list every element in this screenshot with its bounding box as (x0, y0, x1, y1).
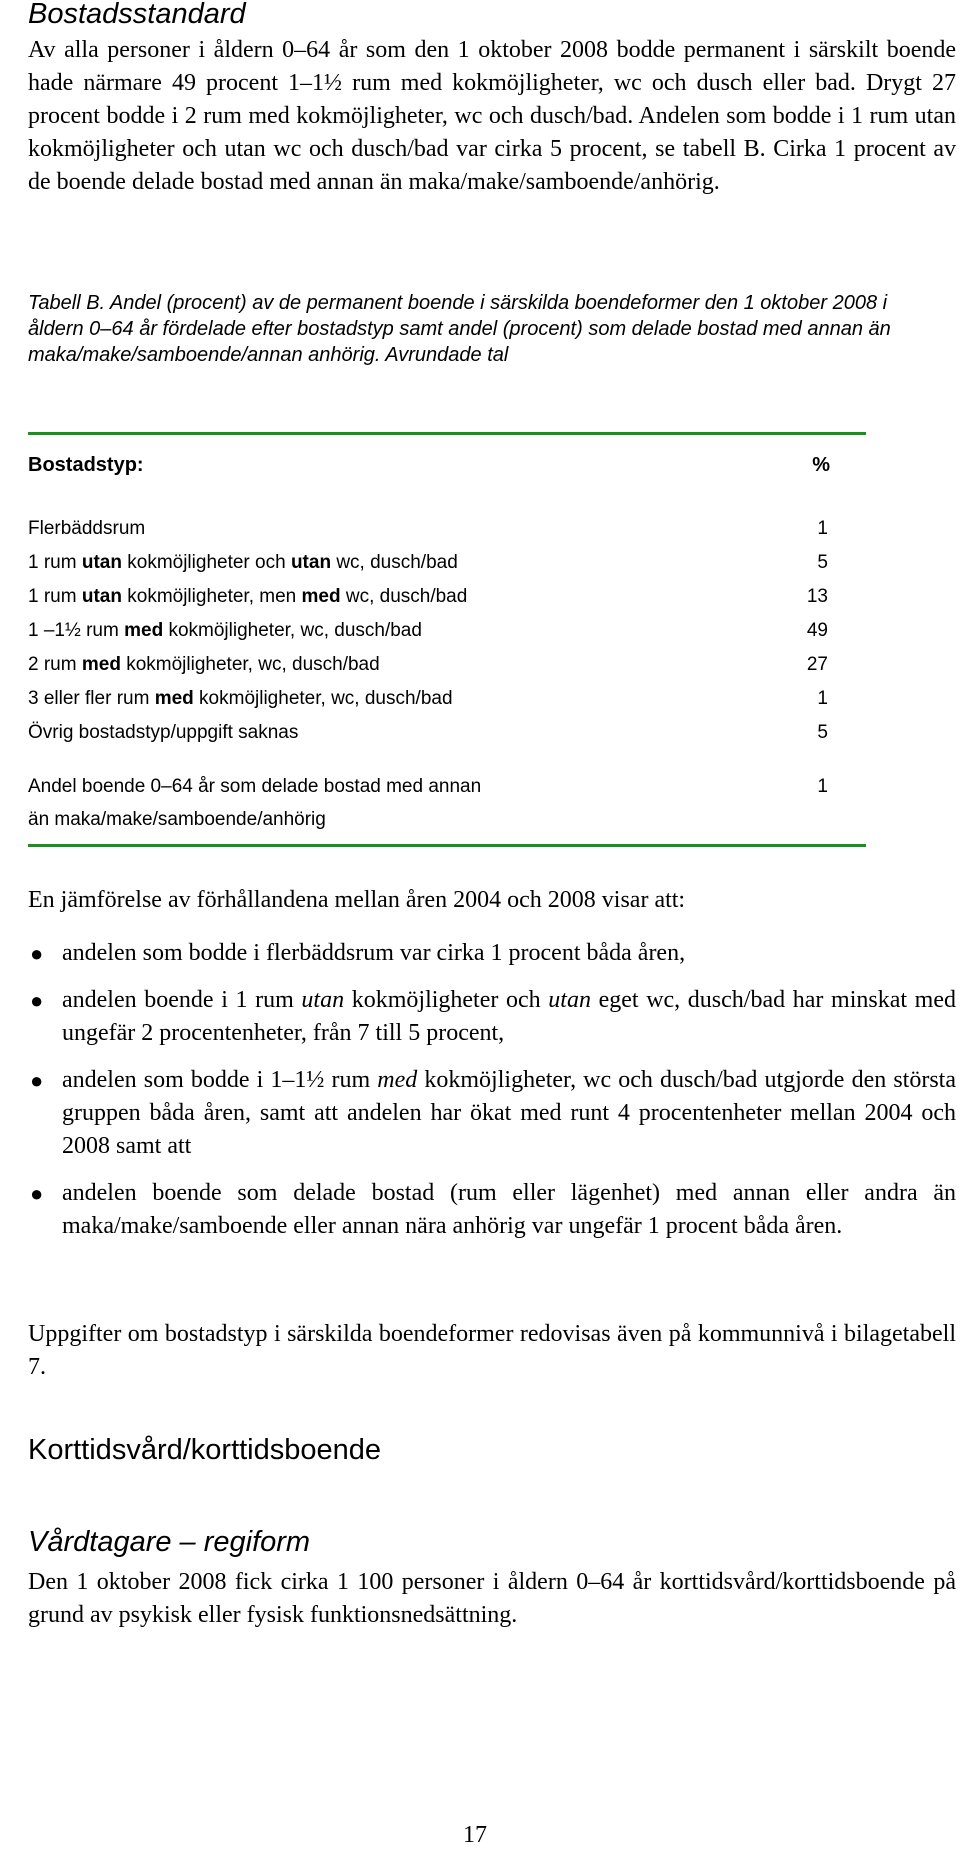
page-number: 17 (463, 1822, 487, 1848)
row-value: 5 (817, 552, 828, 573)
table-top-rule (28, 432, 866, 435)
row-label: 1 rum utan kokmöjligheter och utan wc, dusch/bad (28, 552, 458, 573)
table-footer-row (28, 770, 828, 836)
intro-paragraph: Av alla personer i åldern 0–64 år som den 1 oktober 2008 bodde permanent i särskilt boende hade närmare 49 procent 1–1½ rum med kokmöjligheter, wc och dusch eller bad. Drygt 27 procent bodde i 2 rum med kokmöjligheter, wc och dusch/bad. Andelen som bodde i 1 rum utan kokmöjligheter och utan wc och dusch/bad var cirka 5 procent, se tabell B. Cirka 1 procent av de boende delade bostad med annan än maka/make/samboende/anhörig. (28, 37, 956, 195)
short-term-paragraph: Den 1 oktober 2008 fick cirka 1 100 personer i åldern 0–64 år korttidsvård/korttidsboende på grund av psykisk eller fysisk funktionsnedsättning. (28, 1569, 956, 1628)
table-row (28, 580, 828, 614)
appendix-paragraph: Uppgifter om bostadstyp i särskilda boendeformer redovisas även på kommunnivå i bilagetabell 7. (28, 1321, 956, 1380)
list-item: ● andelen som bodde i flerbäddsrum var cirka 1 procent båda åren, (28, 937, 956, 970)
comparison-list (28, 937, 956, 1257)
footer-value: 1 (817, 776, 828, 797)
table-body (28, 512, 828, 750)
section-title: Bostadsstandard (28, 0, 246, 30)
row-value: 1 (817, 518, 828, 539)
bullet-icon: ● (30, 988, 44, 1013)
table-row (28, 614, 828, 648)
row-value: 13 (806, 586, 828, 607)
row-value: 49 (806, 620, 828, 641)
table-row (28, 512, 828, 546)
row-label: 3 eller fler rum med kokmöjligheter, wc, dusch/bad (28, 688, 453, 709)
row-label: Övrig bostadstyp/uppgift saknas (28, 722, 299, 743)
table-row (28, 716, 828, 750)
table-caption: Tabell B. Andel (procent) av de permanent boende i särskilda boendeformer den 1 oktober 2008 i åldern 0–64 år fördelade efter bostadstyp samt andel (procent) som delade bostad med annan än maka/make/samboende/annan anhörig. Avrundade tal (28, 292, 891, 366)
list-item: ● andelen som bodde i 1–1½ rum med kokmöjligheter, wc och dusch/bad utgjorde den största gruppen båda åren, samt att andelen har ökat med runt 4 procentenheter mellan 2004 och 2008 samt att (28, 1064, 956, 1163)
heading-short-term: Korttidsvård/korttidsboende (28, 1434, 382, 1466)
table-header-value: % (812, 454, 830, 476)
table-row (28, 682, 828, 716)
table-row (28, 546, 828, 580)
bullet-icon: ● (30, 1181, 44, 1206)
table-header-label: Bostadstyp: (28, 454, 144, 476)
comparison-intro: En jämförelse av förhållandena mellan åren 2004 och 2008 visar att: (28, 887, 686, 913)
bullet-icon: ● (30, 941, 44, 966)
table-row (28, 648, 828, 682)
row-value: 1 (817, 688, 828, 709)
row-value: 5 (817, 722, 828, 743)
table-bottom-rule (28, 844, 866, 847)
row-label: Flerbäddsrum (28, 518, 146, 539)
list-item: ● andelen boende i 1 rum utan kokmöjligheter och utan eget wc, dusch/bad har minskat med ungefär 2 procentenheter, från 7 till 5 procent, (28, 984, 956, 1050)
row-value: 27 (806, 654, 828, 675)
row-label: 1 –1½ rum med kokmöjligheter, wc, dusch/bad (28, 620, 422, 641)
bullet-icon: ● (30, 1068, 44, 1093)
row-label: 2 rum med kokmöjligheter, wc, dusch/bad (28, 654, 380, 675)
list-item: ● andelen boende som delade bostad (rum eller lägenhet) med annan eller andra än maka/make/samboende eller annan nära anhörig var ungefär 1 procent båda åren. (28, 1177, 956, 1243)
row-label: 1 rum utan kokmöjligheter, men med wc, dusch/bad (28, 586, 468, 607)
heading-care-recipients: Vårdtagare – regiform (28, 1526, 311, 1558)
footer-label: Andel boende 0–64 år som delade bostad med annan än maka/make/samboende/anhörig (28, 776, 482, 830)
table-header (28, 454, 830, 477)
